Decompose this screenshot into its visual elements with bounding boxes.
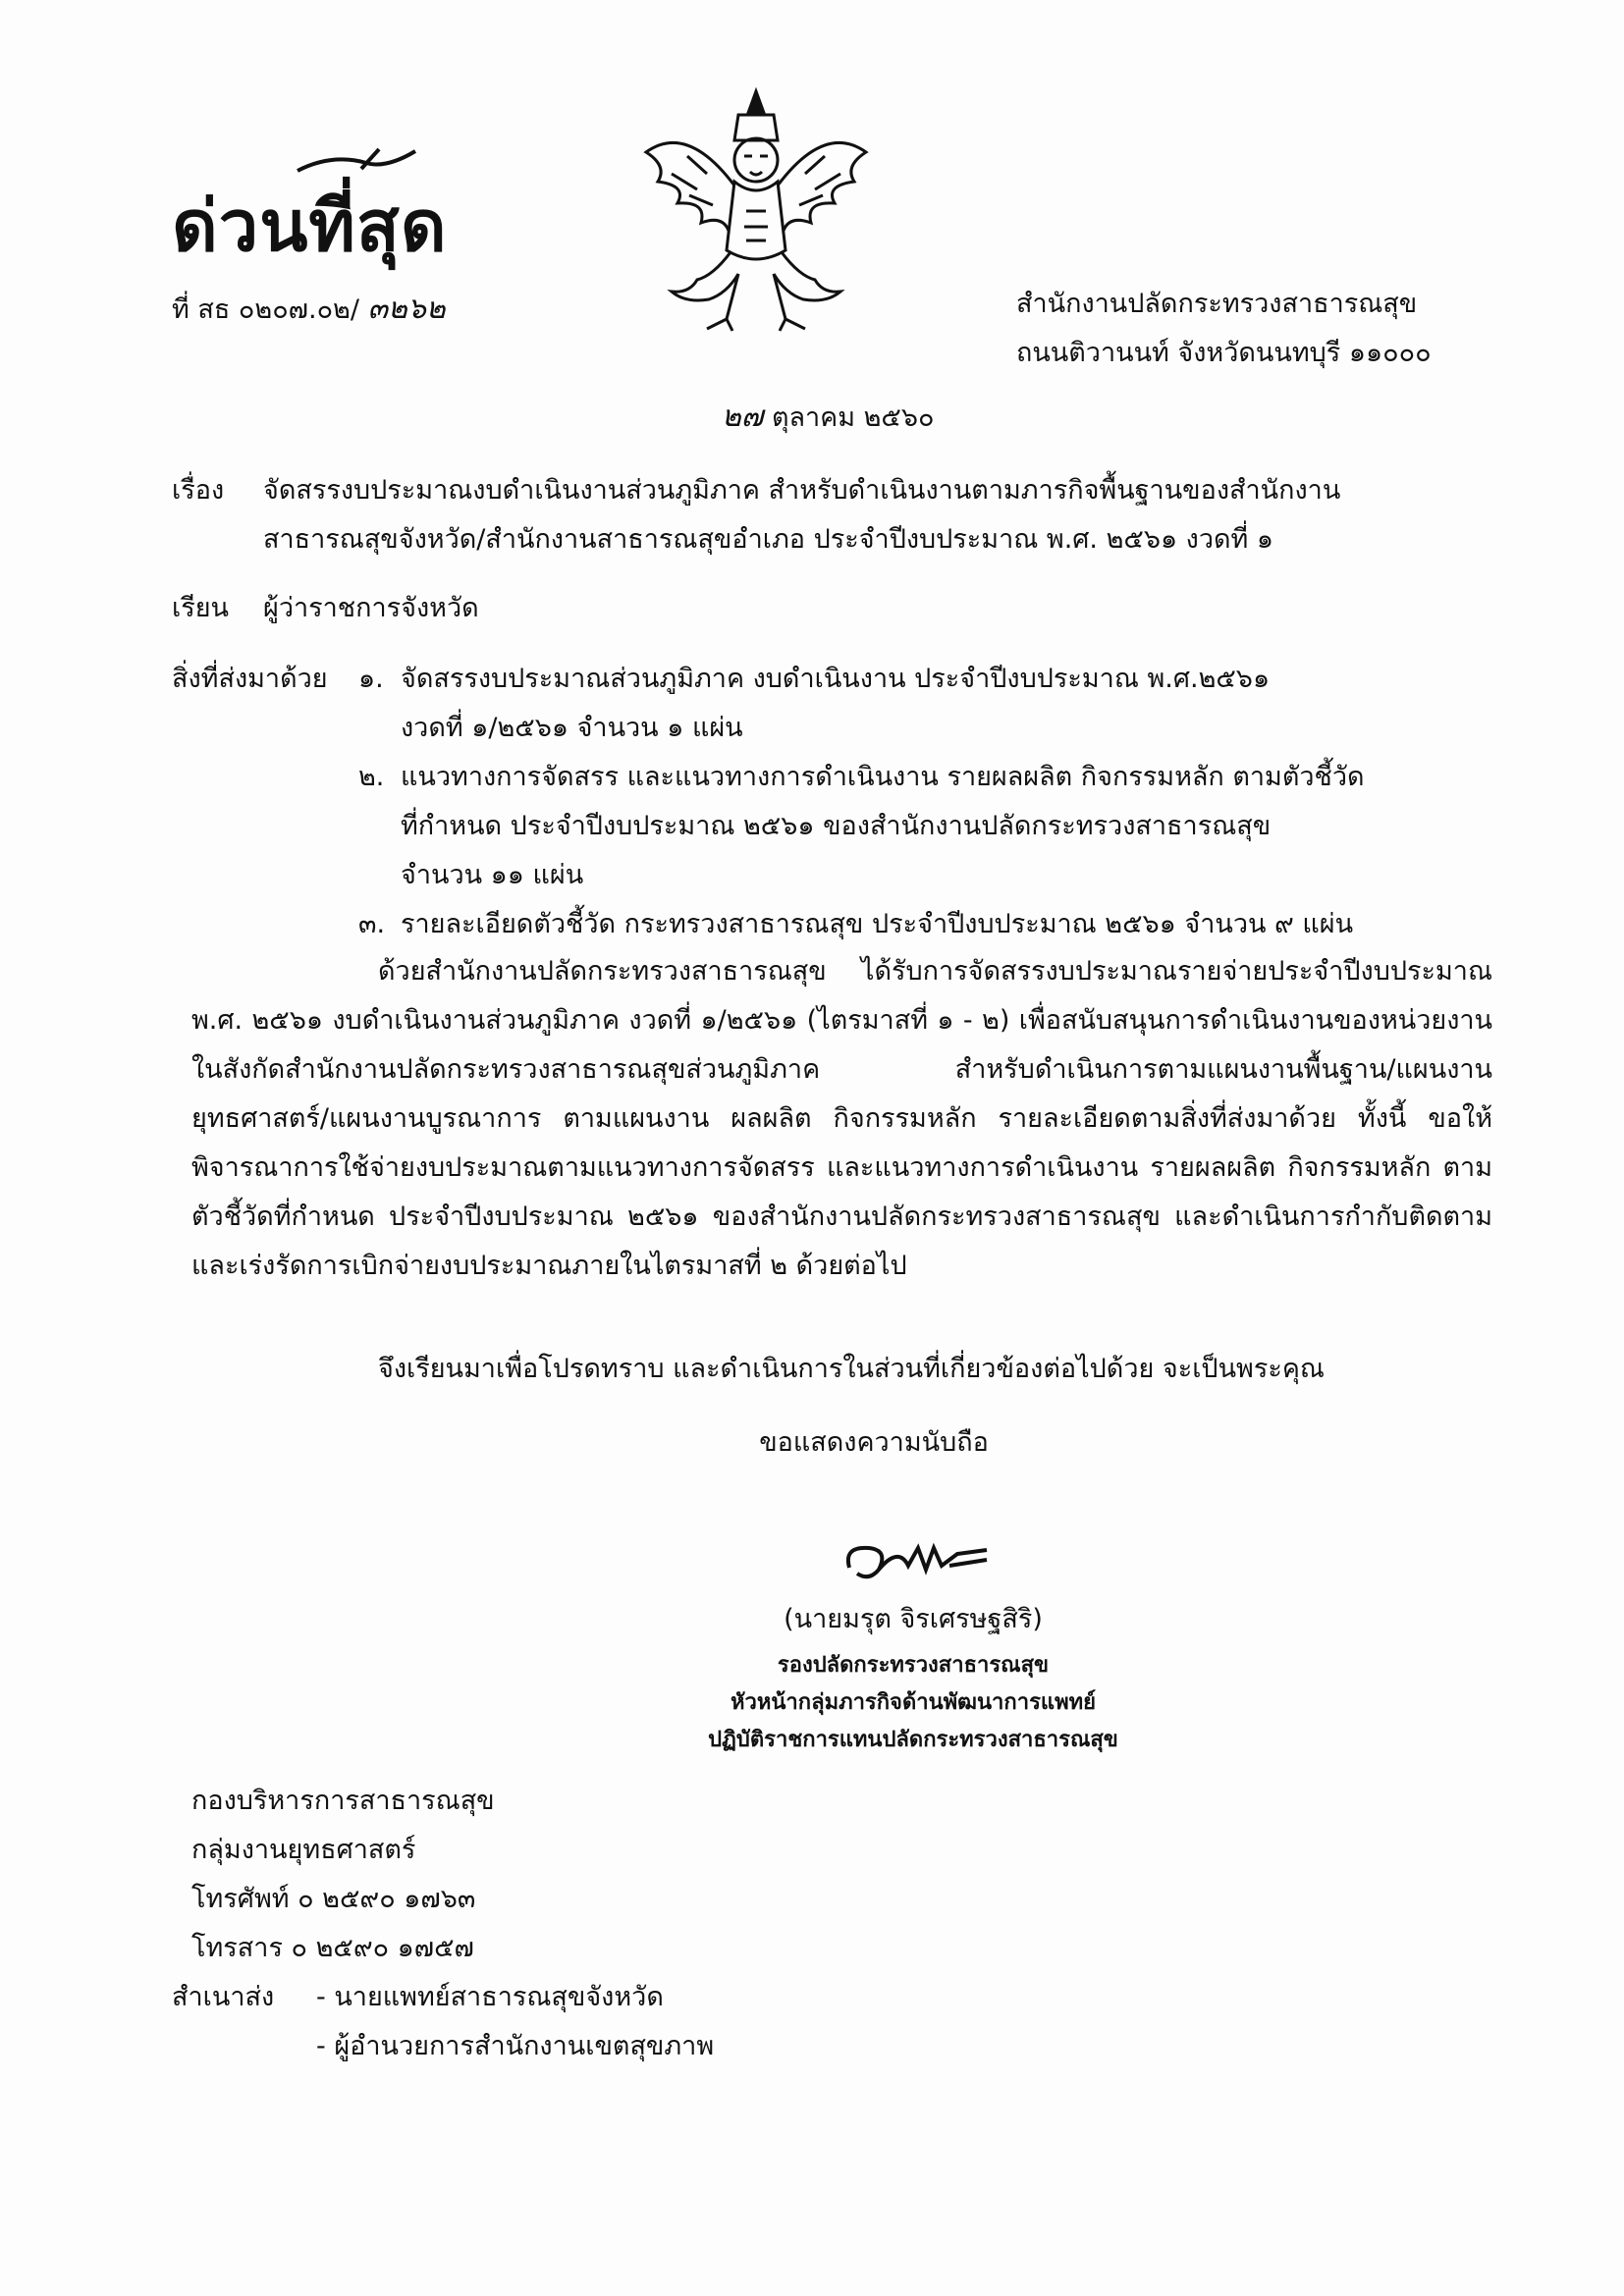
- footer-fax: โทรสาร ๐ ๒๕๙๐ ๑๗๕๗: [191, 1933, 474, 1963]
- subject-line-1: จัดสรรงบประมาณงบดำเนินงานส่วนภูมิภาค สำหรับดำเนินงานตามภารกิจพื้นฐานของสำนักงาน: [263, 475, 1341, 506]
- date-day-handwritten: ๒๗: [722, 400, 764, 434]
- signature-mark: [839, 1526, 997, 1585]
- doc-number-handwritten: ๓๒๖๒: [367, 292, 446, 326]
- enclosures-label: สิ่งที่ส่งมาด้วย: [172, 664, 328, 694]
- enclosure-2-line-1: แนวทางการจัดสรร และแนวทางการดำเนินงาน รายผลผลิต กิจกรรมหลัก ตามตัวชี้วัด: [401, 762, 1365, 792]
- footer-division: กองบริหารการสาธารณสุข: [191, 1786, 495, 1816]
- urgency-label: ด่วนที่สุด: [172, 185, 448, 267]
- subject-line-2: สาธารณสุขจังหวัด/สำนักงานสาธารณสุขอำเภอ ประจำปีงบประมาณ พ.ศ. ๒๕๖๑ งวดที่ ๑: [263, 524, 1274, 555]
- salutation-value: ผู้ว่าราชการจังหวัด: [263, 593, 479, 623]
- signatory-position-1: รองปลัดกระทรวงสาธารณสุข: [777, 1653, 1050, 1678]
- subject-label: เรื่อง: [172, 475, 225, 506]
- body-paragraph: [191, 947, 1492, 1291]
- footer-phone: โทรศัพท์ ๐ ๒๕๙๐ ๑๗๖๓: [191, 1884, 476, 1914]
- enclosure-1-line-2: งวดที่ ๑/๒๕๖๑ จำนวน ๑ แผ่น: [401, 713, 743, 743]
- enclosure-1-num: ๑.: [358, 664, 384, 694]
- enclosure-2-num: ๒.: [358, 762, 385, 792]
- salutation-label: เรียน: [172, 593, 230, 623]
- complimentary-close: ขอแสดงความนับถือ: [759, 1427, 989, 1458]
- garuda-emblem-icon: [628, 83, 884, 339]
- signatory-name: (นายมรุต จิรเศรษฐสิริ): [784, 1604, 1043, 1634]
- doc-number-prefix: ที่ สธ ๐๒๐๗.๐๒/: [172, 294, 359, 325]
- enclosure-1-line-1: จัดสรรงบประมาณส่วนภูมิภาค งบดำเนินงาน ประจำปีงบประมาณ พ.ศ.๒๕๖๑: [401, 664, 1271, 694]
- enclosure-2-line-2: ที่กำหนด ประจำปีงบประมาณ ๒๕๖๑ ของสำนักงานปลัดกระทรวงสาธารณสุข: [401, 811, 1272, 841]
- urgency-handwritten-mark: [293, 147, 420, 177]
- enclosure-2-line-3: จำนวน ๑๑ แผ่น: [401, 860, 584, 890]
- closing-request: จึงเรียนมาเพื่อโปรดทราบ และดำเนินการในส่วนที่เกี่ยวข้องต่อไปด้วย จะเป็นพระคุณ: [378, 1354, 1325, 1384]
- body-paragraph-text: ด้วยสำนักงานปลัดกระทรวงสาธารณสุข ได้รับการจัดสรรงบประมาณรายจ่ายประจำปีงบประมาณ พ.ศ. ๒๕๖๑ งบดำเนินงานส่วนภูมิภาค งวดที่ ๑/๒๕๖๑ (ไตรมาสที่ ๑ - ๒) เพื่อสนับสนุนการดำเนินงานของหน่วยงานในสังกัดสำนักงานปลัดกระทรวงสาธารณสุขส่วนภูมิภาค สำหรับดำเนินการตามแผนงานพื้นฐาน/แผนงานยุทธศาสตร์/แผนงานบูรณาการ ตามแผนงาน ผลผลิต กิจกรรมหลัก รายละเอียดตามสิ่งที่ส่งมาด้วย ทั้งนี้ ขอให้พิจารณาการใช้จ่ายงบประมาณตามแนวทางการจัดสรร และแนวทางการดำเนินงาน รายผลผลิต กิจกรรมหลัก ตามตัวชี้วัดที่กำหนด ประจำปีงบประมาณ ๒๕๖๑ ของสำนักงานปลัดกระทรวงสาธารณสุข และดำเนินการกำกับติดตามและเร่งรัดการเบิกจ่ายงบประมาณภายในไตรมาสที่ ๒ ด้วยต่อไป: [191, 956, 1492, 1281]
- cc-item-1: - นายแพทย์สาธารณสุขจังหวัด: [316, 1982, 664, 2012]
- signatory-position-3: ปฏิบัติราชการแทนปลัดกระทรวงสาธารณสุข: [708, 1728, 1118, 1752]
- office-address: ถนนติวานนท์ จังหวัดนนทบุรี ๑๑๐๐๐: [1016, 338, 1432, 368]
- signatory-position-2: หัวหน้ากลุ่มภารกิจด้านพัฒนาการแพทย์: [731, 1690, 1096, 1715]
- cc-label: สำเนาส่ง: [172, 1982, 275, 2012]
- document-date: [722, 398, 934, 438]
- cc-item-2: - ผู้อำนวยการสำนักงานเขตสุขภาพ: [316, 2031, 715, 2061]
- date-month-year: ตุลาคม ๒๕๖๐: [771, 402, 935, 433]
- footer-group: กลุ่มงานยุทธศาสตร์: [191, 1835, 416, 1865]
- doc-number: [172, 290, 446, 330]
- enclosure-3-line-1: รายละเอียดตัวชี้วัด กระทรวงสาธารณสุข ประจำปีงบประมาณ ๒๕๖๑ จำนวน ๙ แผ่น: [401, 909, 1354, 939]
- enclosure-3-num: ๓.: [358, 909, 386, 939]
- office-name: สำนักงานปลัดกระทรวงสาธารณสุข: [1016, 289, 1418, 319]
